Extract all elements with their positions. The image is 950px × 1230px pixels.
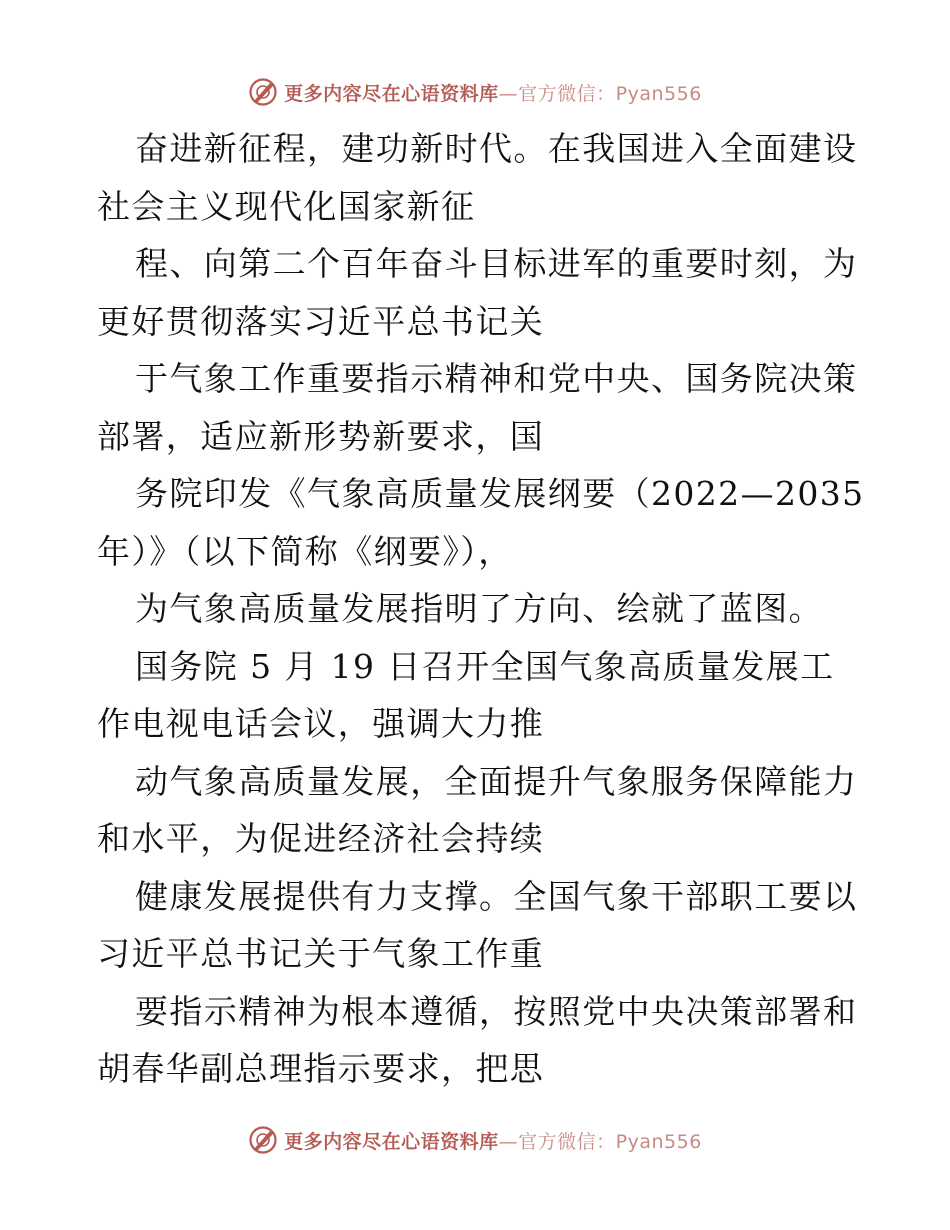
text-line: 作电视电话会议，强调大力推 [97,704,545,743]
document-body [97,120,865,1098]
text-line: 年）》（以下简称《纲要》）， [97,531,513,571]
header-watermark [0,72,950,112]
text-line: 奋进新征程，建功新时代。在我国进入全面建设 [135,129,858,168]
text-line: 动气象高质量发展，全面提升气象服务保障能力 [135,761,858,801]
watermark-text: 更多内容尽在心语资料库—官方微信：Pyan556 [284,1130,702,1153]
logo-icon [248,1125,278,1155]
logo-icon [248,77,278,107]
text-line: 务院印发《气象高质量发展纲要（2022—2035 [135,474,865,513]
text-line: 习近平总书记关于气象工作重 [97,934,545,973]
watermark-text: 更多内容尽在心语资料库—官方微信：Pyan556 [284,82,702,105]
text-line: 胡春华副总理指示要求，把思 [97,1049,545,1088]
text-line: 健康发展提供有力支撑。全国气象干部职工要以 [135,876,858,916]
text-line: 为气象高质量发展指明了方向、绘就了蓝图。 [135,589,823,628]
text-line: 更好贯彻落实习近平总书记关 [97,301,545,341]
text-line: 国务院 5 月 19 日召开全国气象高质量发展工 [135,646,835,686]
text-line: 程、向第二个百年奋斗目标进军的重要时刻，为 [135,244,858,283]
text-line: 于气象工作重要指示精神和党中央、国务院决策 [135,359,858,398]
footer-watermark [0,1120,950,1160]
text-line: 部署，适应新形势新要求，国 [97,416,545,456]
text-line: 社会主义现代化国家新征 [97,186,476,226]
text-line: 要指示精神为根本遵循，按照党中央决策部署和 [135,991,858,1031]
text-line: 和水平，为促进经济社会持续 [97,819,545,858]
